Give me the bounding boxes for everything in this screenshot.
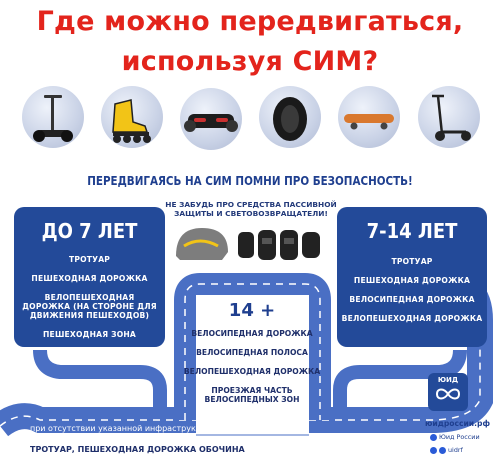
list-item: ВЕЛОПЕШЕХОДНАЯ ДОРОЖКА bbox=[341, 314, 483, 323]
vk-icon bbox=[430, 434, 437, 441]
page-title-line1: Где можно передвигаться, bbox=[36, 6, 464, 37]
list-item: ВЕЛОСИПЕДНАЯ ДОРОЖКА bbox=[191, 329, 313, 338]
reminder-line1: НЕ ЗАБУДЬ ПРО СРЕДСТВА ПАССИВНОЙ bbox=[165, 200, 337, 209]
social-vk-label: Юид России bbox=[439, 433, 480, 441]
hoverboard-image bbox=[180, 88, 242, 150]
list-item: ТРОТУАР bbox=[391, 257, 433, 266]
kick-scooter-image bbox=[418, 86, 480, 148]
infinity-icon bbox=[433, 385, 463, 403]
segway-image bbox=[22, 86, 84, 148]
fallback-infrastructure: ТРОТУАР, ПЕШЕХОДНАЯ ДОРОЖКА ОБОЧИНА bbox=[30, 445, 245, 454]
age-heading-under-7: ДО 7 ЛЕТ bbox=[41, 219, 138, 243]
age-panel-14-plus bbox=[182, 284, 322, 434]
safety-subtitle: ПЕРЕДВИГАЯСЬ НА СИМ ПОМНИ ПРО БЕЗОПАСНОСТЬ! bbox=[87, 173, 413, 188]
rollerblades-image bbox=[101, 86, 163, 148]
list-item: ПЕШЕХОДНАЯ ЗОНА bbox=[43, 330, 136, 339]
footnote: при отсутствии указанной инфраструктуры: bbox=[30, 424, 220, 433]
protective-gear-image bbox=[172, 222, 332, 270]
skateboard-image bbox=[338, 86, 400, 148]
list-item: ТРОТУАР bbox=[68, 255, 111, 264]
age-panel-7-14 bbox=[337, 207, 487, 347]
list-item: ПЕШЕХОДНАЯ ДОРОЖКА bbox=[31, 274, 148, 283]
page-title-line2: используя СИМ? bbox=[121, 46, 379, 77]
list-item: ВЕЛОПЕШЕХОДНАЯ ДОРОЖКА bbox=[183, 367, 321, 376]
monowheel-image bbox=[259, 86, 321, 148]
vehicle-photo-row bbox=[0, 84, 500, 154]
social-other-label: uidrf bbox=[448, 446, 463, 454]
uid-logo bbox=[428, 373, 468, 411]
age-heading-14-plus: 14 + bbox=[228, 300, 276, 321]
list-item: ВЕЛОПЕШЕХОДНАЯ ДОРОЖКА (НА СТОРОНЕ ДЛЯ ДВИЖЕНИЯ ПЕШЕХОДОВ) bbox=[22, 293, 157, 320]
protection-reminder bbox=[165, 200, 337, 218]
logo-label: ЮИД bbox=[437, 376, 459, 384]
website-link[interactable]: юидроссии.рф bbox=[425, 419, 490, 428]
list-item: ВЕЛОСИПЕДНАЯ ДОРОЖКА bbox=[349, 295, 475, 304]
age-heading-7-14: 7-14 ЛЕТ bbox=[366, 219, 458, 243]
social-vk[interactable] bbox=[430, 433, 480, 441]
reminder-line2: ЗАЩИТЫ И СВЕТОВОЗВРАЩАТЕЛИ! bbox=[174, 209, 328, 218]
social-icon bbox=[439, 447, 446, 454]
social-icon bbox=[430, 447, 437, 454]
list-item: ПЕШЕХОДНАЯ ДОРОЖКА bbox=[353, 276, 471, 285]
social-other[interactable] bbox=[430, 446, 463, 454]
list-item: ВЕЛОСИПЕДНАЯ ПОЛОСА bbox=[196, 348, 308, 357]
list-item: ПРОЕЗЖАЯ ЧАСТЬ ВЕЛОСИПЕДНЫХ ЗОН bbox=[204, 386, 300, 404]
age-panel-under-7 bbox=[14, 207, 165, 347]
